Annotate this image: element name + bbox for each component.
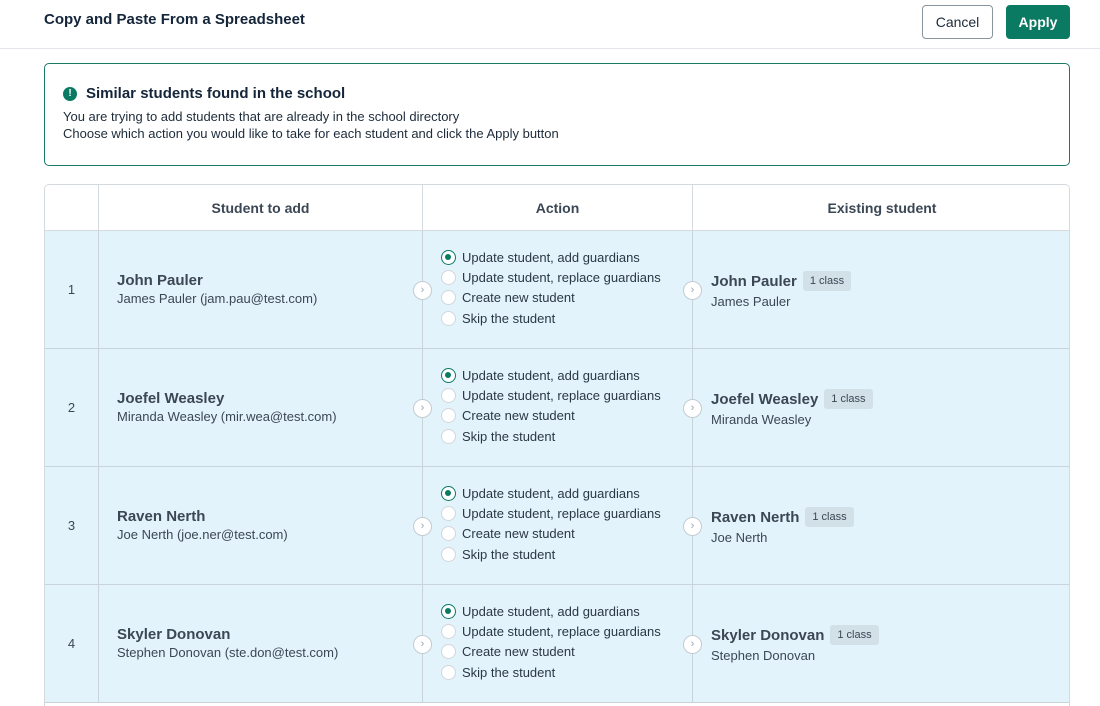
student-to-add-cell	[98, 467, 422, 585]
action-option-label: Skip the student	[462, 310, 556, 326]
action-option-label: Update student, replace guardians	[462, 387, 661, 403]
radio-button[interactable]	[441, 270, 456, 285]
action-option-label: Update student, replace guardians	[462, 505, 661, 521]
action-option-label: Create new student	[462, 643, 575, 659]
class-count-badge: 1 class	[824, 389, 872, 409]
student-name: Raven Nerth	[117, 508, 206, 525]
existing-student-name: Skyler Donovan	[711, 626, 825, 644]
radio-button[interactable]	[441, 665, 456, 680]
student-guardian: Miranda Weasley (mir.wea@test.com)	[117, 409, 337, 424]
class-count-badge: 1 class	[805, 507, 853, 527]
cancel-button[interactable]: Cancel	[922, 5, 993, 39]
action-cell	[422, 467, 692, 585]
page-title: Copy and Paste From a Spreadsheet	[44, 11, 305, 28]
radio-button[interactable]	[441, 604, 456, 619]
radio-button[interactable]	[441, 644, 456, 659]
existing-student-name-wrap	[711, 625, 879, 645]
action-option-4[interactable]	[441, 663, 555, 681]
existing-student-guardian: Stephen Donovan	[711, 648, 816, 663]
row-number: 4	[67, 636, 76, 651]
action-option-2[interactable]	[441, 504, 661, 522]
class-count-badge: 1 class	[830, 625, 878, 645]
existing-student-name-wrap	[711, 389, 873, 409]
action-cell	[422, 349, 692, 467]
column-header-existing-student: Existing student	[692, 185, 1070, 231]
chevron-right-icon: ›	[683, 281, 702, 300]
existing-student-cell	[692, 585, 1070, 703]
action-option-2[interactable]	[441, 268, 661, 286]
existing-student-name: Joefel Weasley	[711, 390, 819, 408]
radio-button[interactable]	[441, 388, 456, 403]
action-option-label: Skip the student	[462, 664, 556, 680]
action-option-2[interactable]	[441, 386, 661, 404]
row-number: 3	[67, 518, 76, 533]
radio-button[interactable]	[441, 250, 456, 265]
student-guardian: James Pauler (jam.pau@test.com)	[117, 291, 318, 306]
similar-students-alert	[44, 63, 1070, 166]
chevron-right-icon: ›	[683, 517, 702, 536]
action-option-label: Update student, add guardians	[462, 367, 640, 383]
action-option-label: Create new student	[462, 289, 575, 305]
radio-button[interactable]	[441, 547, 456, 562]
action-option-2[interactable]	[441, 622, 661, 640]
action-option-label: Create new student	[462, 407, 575, 423]
table-row	[45, 467, 1070, 585]
exclamation-icon: !	[63, 87, 77, 101]
radio-button[interactable]	[441, 368, 456, 383]
existing-student-name-wrap	[711, 507, 854, 527]
student-to-add-cell	[98, 231, 422, 349]
existing-student-cell	[692, 231, 1070, 349]
action-option-1[interactable]	[441, 366, 640, 384]
table-row	[45, 231, 1070, 349]
action-option-label: Skip the student	[462, 546, 556, 562]
chevron-right-icon: ›	[413, 281, 432, 300]
action-option-1[interactable]	[441, 248, 640, 266]
alert-instructions: Choose which action you would like to take for each student and click the Apply button	[63, 126, 559, 141]
action-option-3[interactable]	[441, 524, 575, 542]
student-to-add-cell	[98, 585, 422, 703]
radio-button[interactable]	[441, 486, 456, 501]
existing-student-name-wrap	[711, 271, 851, 291]
column-header-action: Action	[422, 185, 692, 231]
action-cell	[422, 585, 692, 703]
radio-button[interactable]	[441, 506, 456, 521]
radio-button[interactable]	[441, 624, 456, 639]
chevron-right-icon: ›	[683, 635, 702, 654]
chevron-right-icon: ›	[683, 399, 702, 418]
column-header-number	[45, 185, 98, 231]
action-option-1[interactable]	[441, 484, 640, 502]
class-count-badge: 1 class	[803, 271, 851, 291]
table-row	[45, 585, 1070, 703]
action-option-label: Update student, add guardians	[462, 249, 640, 265]
action-option-4[interactable]	[441, 309, 555, 327]
student-to-add-cell	[98, 349, 422, 467]
action-option-label: Update student, replace guardians	[462, 623, 661, 639]
student-name: Joefel Weasley	[117, 390, 225, 407]
radio-button[interactable]	[441, 408, 456, 423]
alert-message: You are trying to add students that are already in the school directory	[63, 109, 460, 124]
modal-header	[0, 0, 1100, 49]
action-option-label: Update student, add guardians	[462, 485, 640, 501]
existing-student-cell	[692, 467, 1070, 585]
action-option-3[interactable]	[441, 288, 575, 306]
alert-title: Similar students found in the school	[86, 85, 346, 102]
column-header-student-to-add: Student to add	[98, 185, 422, 231]
existing-student-name: John Pauler	[711, 272, 797, 290]
existing-student-guardian: Joe Nerth	[711, 530, 768, 545]
student-guardian: Joe Nerth (joe.ner@test.com)	[117, 527, 288, 542]
students-table	[44, 184, 1070, 706]
apply-button[interactable]: Apply	[1006, 5, 1070, 39]
row-number: 2	[67, 400, 76, 415]
action-option-1[interactable]	[441, 602, 640, 620]
student-name: John Pauler	[117, 272, 203, 289]
existing-student-name: Raven Nerth	[711, 508, 800, 526]
existing-student-guardian: Miranda Weasley	[711, 412, 812, 427]
chevron-right-icon: ›	[413, 517, 432, 536]
action-option-4[interactable]	[441, 427, 555, 445]
radio-button[interactable]	[441, 311, 456, 326]
radio-button[interactable]	[441, 526, 456, 541]
existing-student-cell	[692, 349, 1070, 467]
student-name: Skyler Donovan	[117, 626, 231, 643]
action-option-4[interactable]	[441, 545, 555, 563]
existing-student-guardian: James Pauler	[711, 294, 791, 309]
student-guardian: Stephen Donovan (ste.don@test.com)	[117, 645, 339, 660]
radio-button[interactable]	[441, 290, 456, 305]
chevron-right-icon: ›	[413, 399, 432, 418]
radio-button[interactable]	[441, 429, 456, 444]
chevron-right-icon: ›	[413, 635, 432, 654]
table-row	[45, 349, 1070, 467]
action-option-label: Create new student	[462, 525, 575, 541]
table-header	[45, 185, 1070, 231]
action-option-label: Skip the student	[462, 428, 556, 444]
action-option-label: Update student, add guardians	[462, 603, 640, 619]
row-number: 1	[67, 282, 76, 297]
action-option-3[interactable]	[441, 406, 575, 424]
action-cell	[422, 231, 692, 349]
action-option-3[interactable]	[441, 642, 575, 660]
action-option-label: Update student, replace guardians	[462, 269, 661, 285]
